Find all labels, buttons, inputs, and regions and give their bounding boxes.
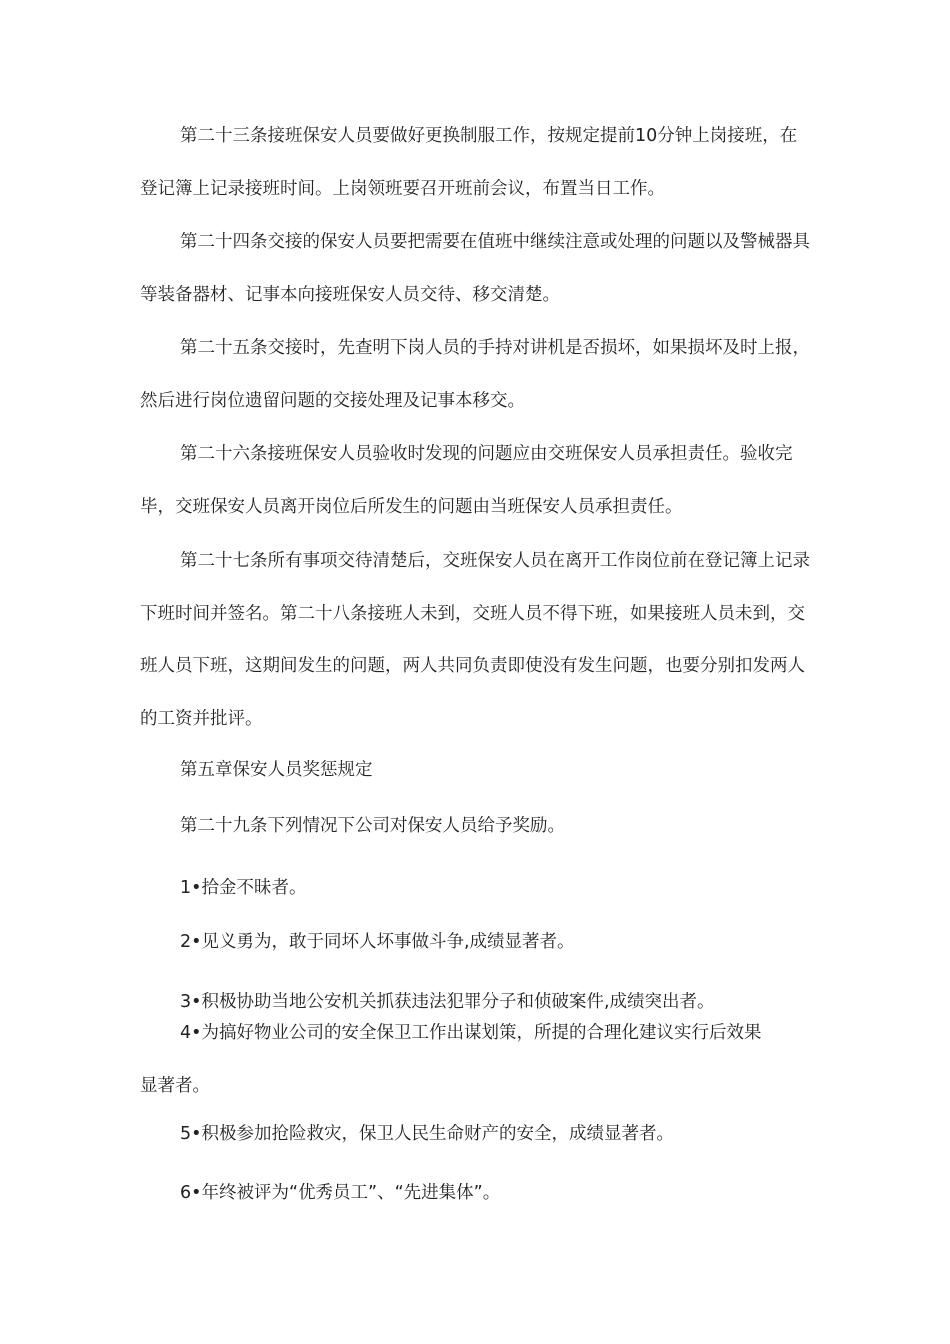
article-27-28-paragraph: 第二十七条所有事项交待清楚后，交班保安人员在离开工作岗位前在登记簿上记录下班时间并签名。第二十八条接班人未到，交班人员不得下班，如果接班人员未到，交班人员下班，这期间发生的问题，两人共同负责即使没有发生问题，也要分别扣发两人的工资并批评。 [140, 551, 810, 729]
list-item [140, 1007, 820, 1112]
list-item: 2•见义勇为，敢于同坏人坏事做斗争,成绩显著者。 [180, 932, 575, 952]
article-24-paragraph: 第二十四条交接的保安人员要把需要在值班中继续注意或处理的问题以及警械器具等装备器材、记事本向接班保安人员交待、移交清楚。 [140, 232, 810, 305]
list-item-continuation: 显著者。 [140, 1075, 210, 1096]
list-item: 6•年终被评为“优秀员工”、“先进集体”。 [180, 1183, 501, 1203]
article-23-paragraph: 第二十三条接班保安人员要做好更换制服工作，按规定提前10分钟上岗接班，在登记簿上记录接班时间。上岗领班要召开班前会议，布置当日工作。 [140, 126, 798, 199]
article-25-paragraph: 第二十五条交接时，先查明下岗人员的手持对讲机是否损坏，如果损坏及时上报，然后进行岗位遗留问题的交接处理及记事本移交。 [140, 338, 810, 411]
list-item: 1•拾金不昧者。 [180, 878, 307, 898]
list-item-line: 4•为搞好物业公司的安全保卫工作出谋划策，所提的合理化建议实行后效果 [180, 1023, 762, 1043]
article-29-paragraph: 第二十九条下列情况下公司对保安人员给予奖励。 [180, 816, 565, 836]
list-item: 5•积极参加抢险救灾，保卫人民生命财产的安全，成绩显著者。 [180, 1124, 674, 1144]
article-26-paragraph: 第二十六条接班保安人员验收时发现的问题应由交班保安人员承担责任。验收完毕，交班保安人员离开岗位后所发生的问题由当班保安人员承担责任。 [140, 444, 793, 517]
chapter-title: 第五章保安人员奖惩规定 [180, 760, 373, 780]
list-item: 3•积极协助当地公安机关抓获违法犯罪分子和侦破案件,成绩突出者。 [180, 992, 715, 1012]
